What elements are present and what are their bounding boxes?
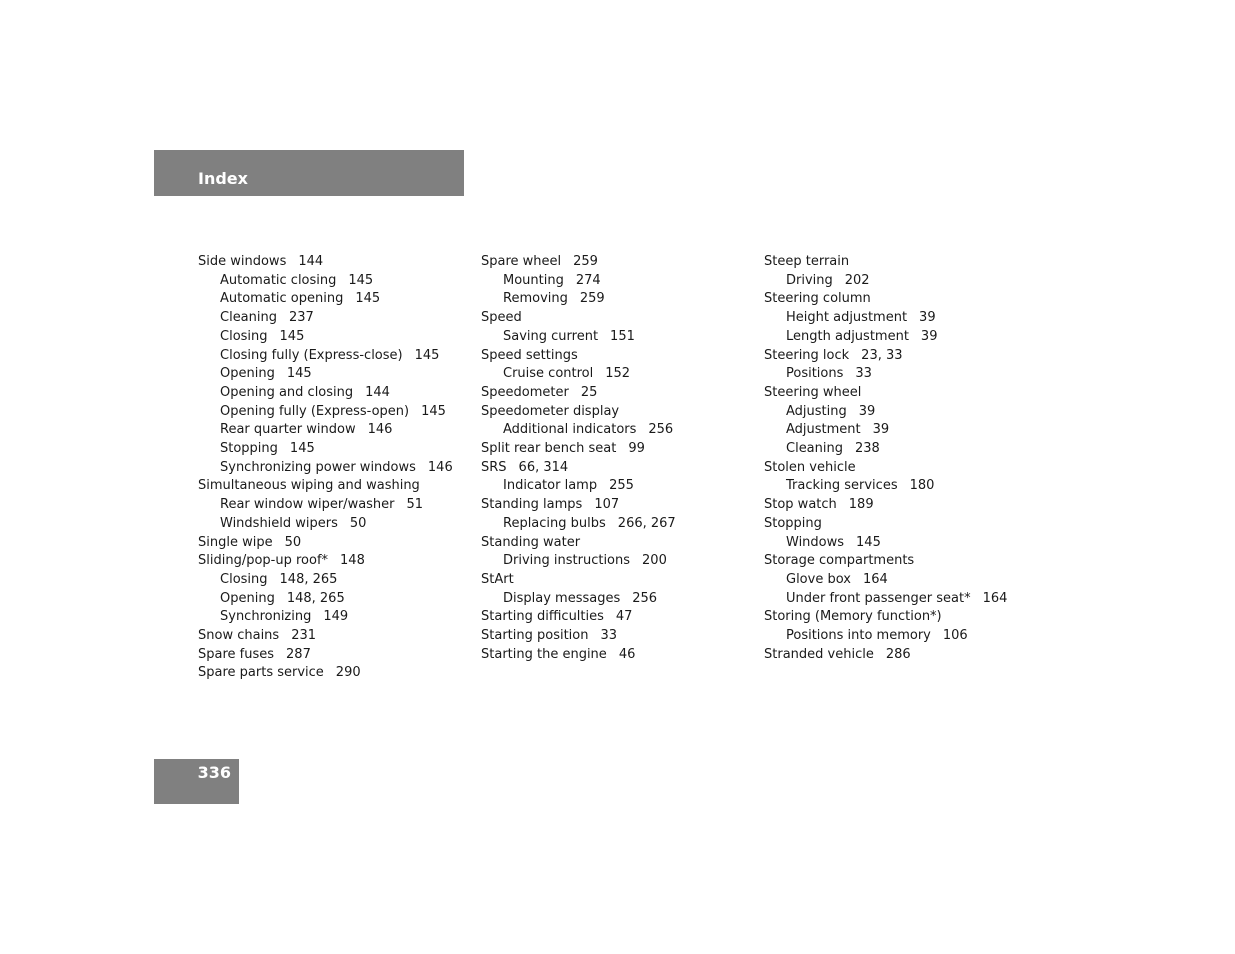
index-term: Steering wheel: [764, 384, 862, 400]
index-subentry: [764, 365, 1044, 384]
index-term: Opening and closing: [220, 384, 354, 400]
index-term: Automatic opening: [220, 291, 344, 307]
index-term: Opening: [220, 366, 275, 382]
index-page-ref: 259: [579, 291, 605, 307]
index-entry: [481, 459, 761, 478]
index-term: Standing lamps: [481, 497, 583, 513]
index-page-ref: 266, 267: [617, 515, 676, 531]
index-entry: [764, 384, 1044, 403]
index-subentry: [481, 365, 761, 384]
index-term: SRS: [481, 459, 507, 475]
index-page-ref: 180: [909, 478, 935, 494]
index-term: Indicator lamp: [503, 478, 598, 494]
index-page-ref: 23, 33: [861, 347, 903, 363]
index-term: Spare fuses: [198, 646, 275, 662]
index-entry: [764, 496, 1044, 515]
index-term: Positions: [786, 366, 844, 382]
index-subentry: [481, 290, 761, 309]
index-entry: [481, 347, 761, 366]
index-page-ref: 200: [642, 553, 667, 569]
index-page-ref: 145: [286, 366, 312, 382]
index-page-ref: 287: [286, 646, 311, 662]
index-entry: [481, 384, 761, 403]
index-entry: [198, 253, 478, 272]
index-entry: [764, 459, 1044, 478]
index-term: Positions into memory: [786, 628, 931, 644]
index-term: Driving: [786, 272, 833, 288]
index-term: Glove box: [786, 571, 851, 587]
index-subentry: [764, 571, 1044, 590]
index-term: Driving instructions: [503, 553, 631, 569]
index-subentry: [198, 459, 478, 478]
index-term: Speedometer display: [481, 403, 620, 419]
index-term: Synchronizing: [220, 609, 312, 625]
index-term: Additional indicators: [503, 422, 637, 438]
index-column-2: [481, 253, 761, 664]
index-page-ref: 255: [609, 478, 634, 494]
index-page-ref: 145: [289, 441, 315, 457]
index-subentry: [481, 477, 761, 496]
index-entry: [764, 515, 1044, 534]
index-entry: [198, 627, 478, 646]
index-term: Stopping: [764, 515, 822, 531]
index-page-ref: 274: [575, 272, 601, 288]
index-subentry: [764, 627, 1044, 646]
index-term: Standing water: [481, 534, 581, 550]
index-term: Adjusting: [786, 403, 847, 419]
index-term: Automatic closing: [220, 272, 337, 288]
index-term: Closing: [220, 571, 268, 587]
index-term: Speed: [481, 310, 522, 326]
index-page-ref: 146: [427, 459, 453, 475]
index-term: Cleaning: [786, 441, 843, 457]
index-term: Replacing bulbs: [503, 515, 606, 531]
index-page-ref: 145: [421, 403, 446, 419]
index-entry: [481, 646, 761, 665]
index-page-ref: 237: [289, 310, 314, 326]
index-page-ref: 149: [323, 609, 349, 625]
index-term: Speed settings: [481, 347, 578, 363]
index-page-ref: 145: [355, 291, 381, 307]
index-term: Height adjustment: [786, 310, 908, 326]
index-term: Saving current: [503, 328, 599, 344]
index-page-ref: 33: [855, 366, 872, 382]
index-subentry: [198, 309, 478, 328]
index-subentry: [198, 421, 478, 440]
index-term: Speedometer: [481, 384, 569, 400]
index-entry: [764, 347, 1044, 366]
index-page-ref: 231: [291, 628, 317, 644]
index-entry: [198, 646, 478, 665]
index-term: Adjustment: [786, 422, 861, 438]
index-subentry: [764, 403, 1044, 422]
page-number: 336: [197, 763, 231, 782]
index-page-ref: 189: [848, 497, 874, 513]
index-page-ref: 145: [414, 347, 440, 363]
index-subentry: [481, 421, 761, 440]
index-term: Tracking services: [786, 478, 898, 494]
index-entry: [481, 253, 761, 272]
index-page-ref: 144: [365, 384, 390, 400]
index-term: Stopping: [220, 441, 278, 457]
index-term: Steep terrain: [764, 254, 850, 269]
index-entry: [481, 571, 761, 590]
index-term: Stop watch: [764, 497, 837, 513]
index-page-ref: 51: [406, 497, 424, 513]
index-subentry: [764, 421, 1044, 440]
index-page-ref: 144: [298, 254, 324, 269]
index-subentry: [198, 328, 478, 347]
index-term: Simultaneous wiping and washing: [198, 478, 420, 494]
index-subentry: [198, 590, 478, 609]
index-header-bar: [154, 150, 464, 196]
index-entry: [198, 534, 478, 553]
index-term: StArt: [481, 571, 514, 587]
index-entry: [481, 534, 761, 553]
index-term: Spare parts service: [198, 665, 324, 681]
index-page-ref: 47: [615, 609, 633, 625]
index-subentry: [198, 347, 478, 366]
index-term: Sliding/pop-up roof*: [198, 553, 329, 569]
index-term: Closing: [220, 328, 268, 344]
index-entry: [481, 608, 761, 627]
index-term: Under front passenger seat*: [786, 590, 971, 606]
index-entry: [198, 552, 478, 571]
index-subentry: [481, 272, 761, 291]
index-entry: [198, 664, 478, 683]
index-page-ref: 148, 265: [286, 590, 345, 606]
index-subentry: [198, 365, 478, 384]
index-page-ref: 152: [605, 366, 631, 382]
index-page-ref: 39: [872, 422, 890, 438]
index-term: Windows: [786, 534, 845, 550]
index-term: Synchronizing power windows: [220, 459, 416, 475]
index-term: Storage compartments: [764, 553, 915, 569]
index-page-ref: 202: [844, 272, 870, 288]
index-page-ref: 145: [856, 534, 881, 550]
index-term: Snow chains: [198, 628, 280, 644]
index-entry: [481, 309, 761, 328]
index-subentry: [198, 384, 478, 403]
index-entry: [481, 440, 761, 459]
index-term: Rear window wiper/washer: [220, 497, 395, 513]
index-term: Windshield wipers: [220, 515, 338, 531]
index-page-ref: 238: [855, 441, 880, 457]
index-subentry: [198, 515, 478, 534]
index-term: Split rear bench seat: [481, 441, 617, 457]
index-term: Cruise control: [503, 366, 594, 382]
index-entry: [481, 403, 761, 422]
index-page-ref: 39: [920, 328, 938, 344]
index-term: Opening fully (Express-open): [220, 403, 410, 419]
index-page-ref: 66, 314: [518, 459, 569, 475]
index-term: Starting position: [481, 628, 589, 644]
index-page-ref: 46: [618, 646, 636, 662]
index-page-ref: 25: [580, 384, 598, 400]
index-term: Removing: [503, 291, 568, 307]
index-page-ref: 256: [648, 422, 674, 438]
index-entry: [198, 477, 478, 496]
index-term: Closing fully (Express-close): [220, 347, 403, 363]
index-term: Display messages: [503, 590, 621, 606]
index-subentry: [198, 403, 478, 422]
index-subentry: [764, 440, 1044, 459]
index-page-ref: 256: [632, 590, 658, 606]
index-subentry: [198, 571, 478, 590]
index-page-ref: 148: [340, 553, 365, 569]
index-page-ref: 148, 265: [279, 571, 338, 587]
index-entry: [764, 253, 1044, 272]
index-term: Side windows: [198, 254, 287, 269]
index-page-ref: 106: [942, 628, 968, 644]
index-page-ref: 151: [610, 328, 635, 344]
index-term: Opening: [220, 590, 275, 606]
index-subentry: [198, 608, 478, 627]
index-subentry: [764, 272, 1044, 291]
index-page-ref: 286: [885, 646, 911, 662]
index-entry: [764, 552, 1044, 571]
index-subentry: [481, 590, 761, 609]
index-page-ref: 164: [982, 590, 1008, 606]
index-subentry: [481, 328, 761, 347]
index-page-ref: 50: [284, 534, 302, 550]
index-term: Single wipe: [198, 534, 273, 550]
index-page-ref: 99: [628, 441, 645, 457]
page-title: Index: [198, 169, 248, 188]
index-page-ref: 259: [573, 254, 598, 269]
index-term: Storing (Memory function*): [764, 609, 942, 625]
index-column-1: [198, 253, 478, 683]
index-subentry: [198, 496, 478, 515]
index-page-ref: 50: [349, 515, 367, 531]
index-term: Spare wheel: [481, 254, 562, 269]
index-entry: [764, 646, 1044, 665]
index-term: Rear quarter window: [220, 422, 356, 438]
index-page-ref: 39: [919, 310, 936, 326]
index-page-ref: 290: [335, 665, 361, 681]
page-number-tab: [154, 759, 239, 804]
index-subentry: [764, 477, 1044, 496]
index-term: Steering lock: [764, 347, 850, 363]
index-subentry: [764, 328, 1044, 347]
index-page-ref: 164: [862, 571, 888, 587]
index-subentry: [198, 440, 478, 459]
index-entry: [481, 627, 761, 646]
index-term: Cleaning: [220, 310, 277, 326]
index-entry: [481, 496, 761, 515]
index-subentry: [764, 309, 1044, 328]
index-subentry: [764, 534, 1044, 553]
index-subentry: [198, 290, 478, 309]
index-entry: [764, 290, 1044, 309]
index-page-ref: 146: [367, 422, 393, 438]
index-subentry: [198, 272, 478, 291]
index-term: Stolen vehicle: [764, 459, 856, 475]
index-page-ref: 107: [594, 497, 620, 513]
index-column-3: [764, 253, 1044, 664]
index-page-ref: 39: [858, 403, 876, 419]
index-subentry: [764, 590, 1044, 609]
index-term: Length adjustment: [786, 328, 909, 344]
index-term: Stranded vehicle: [764, 646, 874, 662]
index-term: Starting the engine: [481, 646, 607, 662]
index-page-ref: 145: [279, 328, 305, 344]
index-page-ref: 33: [600, 628, 618, 644]
index-subentry: [481, 552, 761, 571]
index-term: Starting difficulties: [481, 609, 604, 625]
index-term: Mounting: [503, 272, 564, 288]
index-entry: [764, 608, 1044, 627]
index-page-ref: 145: [348, 272, 374, 288]
index-term: Steering column: [764, 291, 871, 307]
index-subentry: [481, 515, 761, 534]
